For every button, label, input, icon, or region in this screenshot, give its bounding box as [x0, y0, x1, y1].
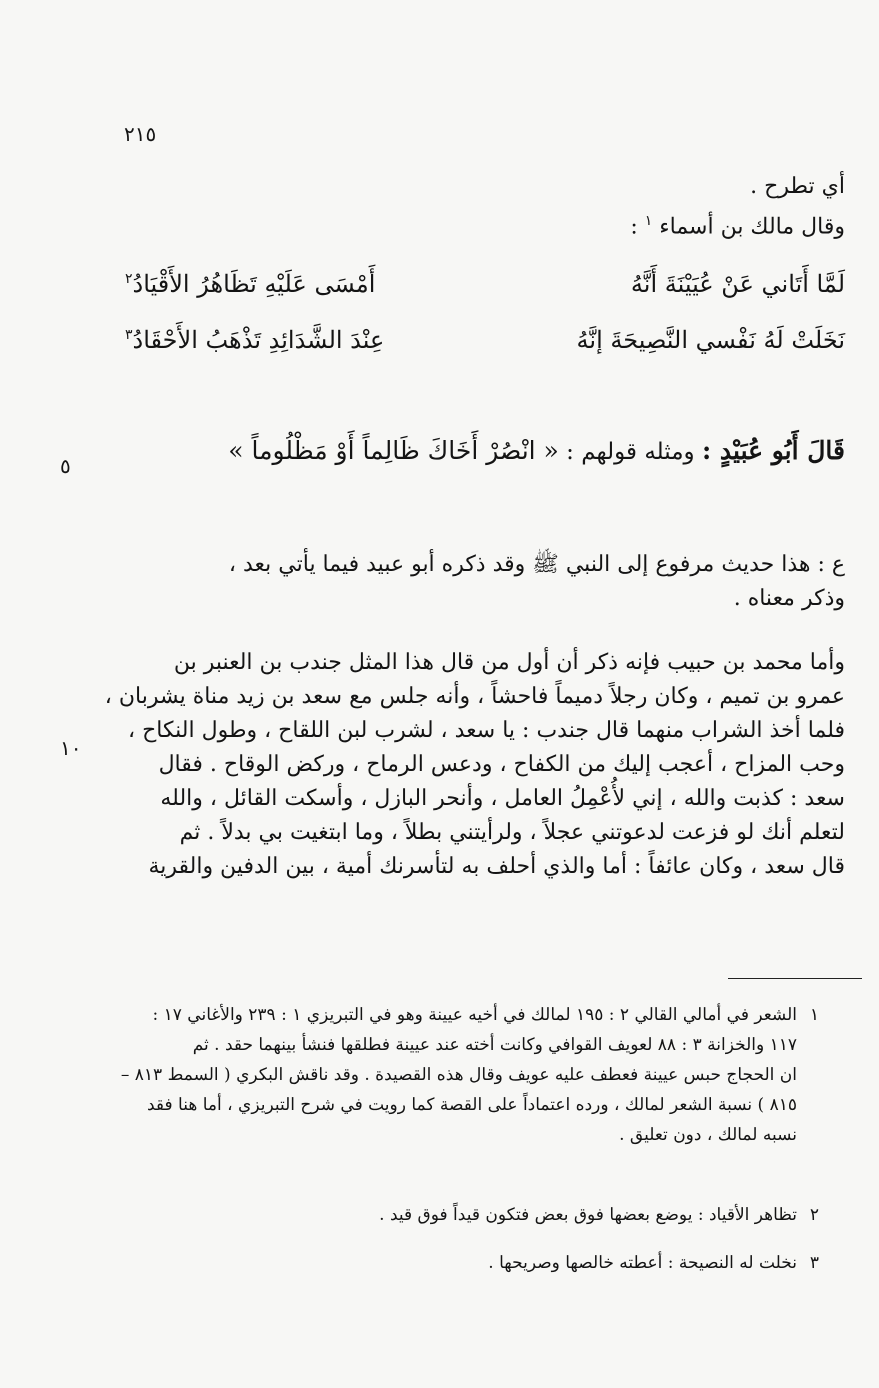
paragraph-line: وحب المزاح ، أعجب إليك من الكفاح ، ودعس الرماح ، وركض الوقاح . فقال: [158, 752, 845, 777]
footnote-line: [129, 1000, 819, 1030]
footnote-line: ان الحجاج حبس عيينة فعطف عليه عويف وقال هذه القصيدة . وقد ناقش البكري ( السمط ٨١٣ –: [120, 1065, 797, 1085]
verse-line: [125, 326, 845, 366]
footnote-divider: [728, 978, 862, 979]
paragraph-line: فلما أخذ الشراب منهما قال جندب : يا سعد ، لشرب لبن اللقاح ، وطول النكاح ،: [128, 718, 845, 743]
paragraph-line: لتعلم أنك لو فزعت لدعوتني عجلاً ، ولرأيتني بطلاً ، وما ابتغيت بي بدلاً . ثم: [179, 820, 845, 845]
paragraph-line: قال سعد ، وكان عائفاً : أما والذي أحلف به لتأسرنك أمية ، بين الدفين والقرية: [148, 854, 845, 879]
verse-hemistich-first: لَمَّا أَتَاني عَنْ عُيَيْنَةَ أَنَّهُ: [630, 270, 845, 298]
proverb-speaker: قَالَ أَبُو عُبَيْدٍ :: [701, 436, 845, 465]
footnote-text: نخلت له النصيحة : أعطته خالصها وصريحها .: [488, 1253, 797, 1273]
paragraph-line: عمرو بن تميم ، وكان رجلاً دميماً فاحشاً ، وأنه جلس مع سعد بن زيد مناة يشربان ،: [104, 684, 845, 709]
verse-hemistich-second: [125, 270, 375, 298]
paragraph-line: وذكر معناه .: [733, 586, 845, 611]
footnote-line: ١١٧ والخزانة ٣ : ٨٨ لعويف القوافي وكانت أخته عند عيينة فطلقها فنشأ بينهما حقد . ثم: [192, 1035, 797, 1055]
footnote-ref: ١: [644, 213, 653, 229]
commentary-paragraph: [125, 548, 845, 616]
poem-intro-text: وقال مالك بن أسماء: [659, 214, 845, 240]
footnote-ref: ٣: [125, 327, 133, 343]
paragraph-line: سعد : كذبت والله ، إني لأُعْمِلُ العامل ، وأنحر البازل ، وأسكت القائل ، والله: [160, 786, 845, 811]
poem-intro: [125, 204, 845, 244]
footnote-line: [129, 1248, 819, 1278]
footnote-line: [129, 1200, 819, 1230]
footnote-number: ١: [809, 1005, 819, 1025]
footnote-line: نسبه لمالك ، دون تعليق .: [619, 1125, 797, 1145]
main-paragraph: [104, 646, 845, 884]
margin-line-number: ١٠: [60, 736, 82, 760]
footnote-number: ٣: [809, 1253, 819, 1273]
proverb-quote: « انْصُرْ أَخَاكَ ظَالِماً أَوْ مَظْلُوماً »: [228, 436, 559, 465]
verse-hemistich-second: [125, 326, 384, 354]
footnote-3: [129, 1248, 819, 1278]
intro-line: أي تطرح .: [750, 174, 845, 199]
paragraph-line: وأما محمد بن حبيب فإنه ذكر أن أول من قال هذا المثل جندب بن العنبر بن: [173, 650, 845, 675]
page-number: ٢١٥: [124, 122, 157, 146]
verse-hemistich-text: أَمْسَى عَلَيْهِ تَظَاهُرُ الأَقْيَادُ: [132, 270, 376, 298]
verse-hemistich-text: عِنْدَ الشَّدَائِدِ تَذْهَبُ الأَحْقَادُ: [132, 326, 385, 354]
margin-line-number: ٥: [60, 454, 71, 478]
footnote-line: ٨١٥ ) نسبة الشعر لمالك ، ورده اعتماداً على القصة كما رويت في شرح التبريزي ، أما هنا فقد: [147, 1095, 797, 1115]
footnote-text: تظاهر الأقياد : يوضع بعضها فوق بعض فتكون قيداً فوق قيد .: [379, 1205, 797, 1225]
footnote-text: الشعر في أمالي القالي ٢ : ١٩٥ لمالك في أخيه عيينة وهو في التبريزي ١ : ٢٣٩ والأغاني ١٧ :: [152, 1005, 797, 1025]
proverb-line: [125, 436, 845, 465]
footnote-number: ٢: [809, 1205, 819, 1225]
poem-intro-colon: :: [630, 214, 638, 240]
proverb-lead: ومثله قولهم :: [566, 439, 695, 465]
footnote-2: [129, 1200, 819, 1230]
verse-hemistich-first: نَخَلَتْ لَهُ نَفْسي النَّصِيحَةَ إنَّهُ: [576, 326, 845, 354]
paragraph-line: ع : هذا حديث مرفوع إلى النبي ﷺ وقد ذكره أبو عبيد فيما يأتي بعد ،: [228, 552, 845, 577]
footnote-1: [120, 1000, 819, 1150]
intro-block: [125, 170, 845, 244]
verse-line: [125, 270, 845, 310]
footnote-ref: ٢: [125, 271, 133, 287]
